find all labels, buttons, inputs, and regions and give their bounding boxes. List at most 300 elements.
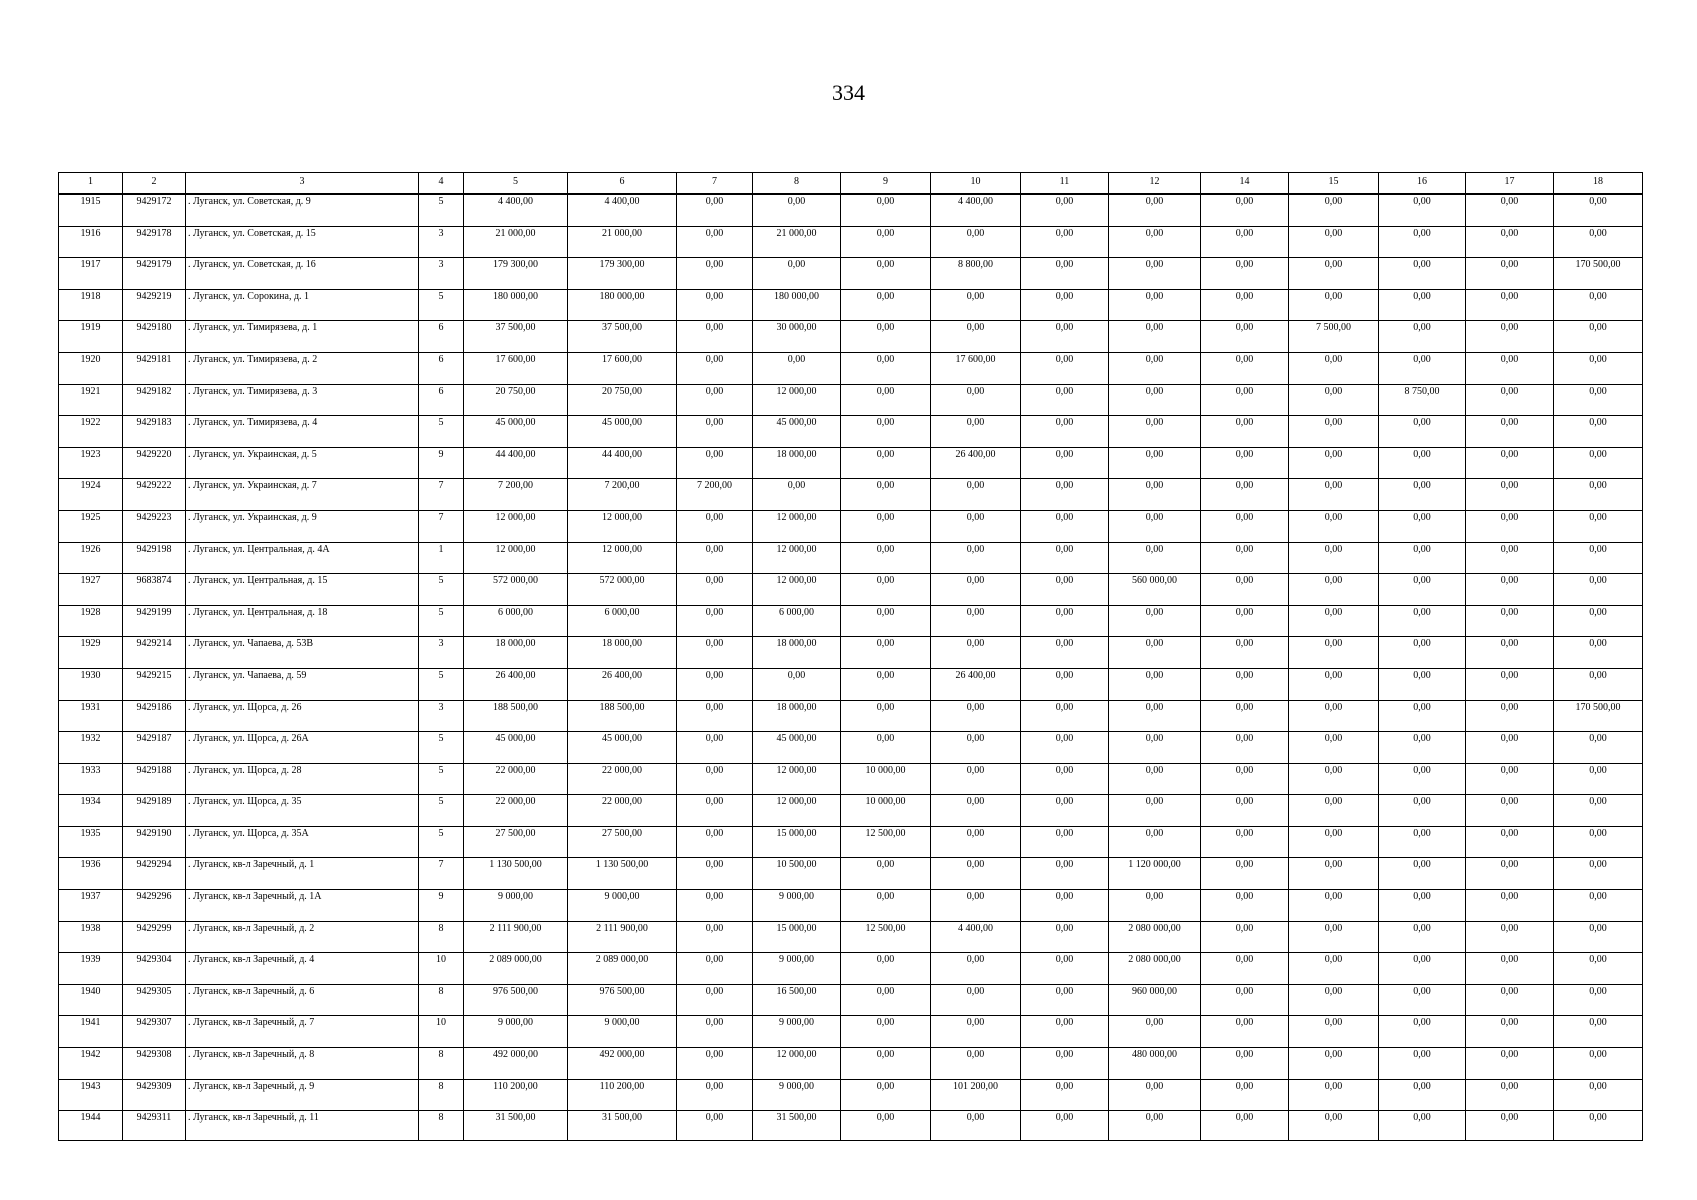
table-cell: 0,00 bbox=[1289, 289, 1379, 321]
table-cell: 0,00 bbox=[677, 858, 753, 890]
table-cell: 976 500,00 bbox=[568, 984, 677, 1016]
address-cell: . Луганск, ул. Щорса, д. 35 bbox=[186, 795, 419, 827]
table-cell: 0,00 bbox=[1554, 1016, 1643, 1048]
table-cell: 0,00 bbox=[931, 510, 1021, 542]
table-cell: 21 000,00 bbox=[464, 226, 568, 258]
table-cell: 0,00 bbox=[1109, 384, 1201, 416]
table-cell: 976 500,00 bbox=[464, 984, 568, 1016]
table-row bbox=[59, 953, 1643, 985]
table-cell: 960 000,00 bbox=[1109, 984, 1201, 1016]
table-cell: 9429307 bbox=[123, 1016, 186, 1048]
table-cell: 0,00 bbox=[1289, 637, 1379, 669]
column-header: 12 bbox=[1109, 173, 1201, 195]
table-cell: 0,00 bbox=[677, 352, 753, 384]
table-cell: 179 300,00 bbox=[464, 258, 568, 290]
table-row bbox=[59, 384, 1643, 416]
table-cell: 0,00 bbox=[1554, 352, 1643, 384]
table-row bbox=[59, 447, 1643, 479]
table-cell: 0,00 bbox=[931, 605, 1021, 637]
table-cell: 0,00 bbox=[1201, 416, 1289, 448]
table-cell: 0,00 bbox=[931, 321, 1021, 353]
table-cell: 9429182 bbox=[123, 384, 186, 416]
address-cell: . Луганск, ул. Тимирязева, д. 4 bbox=[186, 416, 419, 448]
table-cell: 0,00 bbox=[1466, 732, 1554, 764]
table-cell: 0,00 bbox=[1201, 574, 1289, 606]
table-cell: 15 000,00 bbox=[753, 826, 841, 858]
table-cell: 0,00 bbox=[1021, 763, 1109, 795]
table-cell: 0,00 bbox=[1554, 1111, 1643, 1141]
table-cell: 5 bbox=[419, 194, 464, 226]
address-cell: . Луганск, ул. Центральная, д. 18 bbox=[186, 605, 419, 637]
table-cell: 0,00 bbox=[1201, 321, 1289, 353]
header-row bbox=[59, 173, 1643, 195]
table-cell: 0,00 bbox=[1201, 1016, 1289, 1048]
table-cell: 9429215 bbox=[123, 668, 186, 700]
table-cell: 0,00 bbox=[1466, 1048, 1554, 1080]
table-cell: 0,00 bbox=[1379, 321, 1466, 353]
table-cell: 0,00 bbox=[1201, 1111, 1289, 1141]
table-cell: 0,00 bbox=[1021, 1079, 1109, 1111]
table-cell: 0,00 bbox=[677, 1016, 753, 1048]
table-cell: 0,00 bbox=[841, 605, 931, 637]
table-row bbox=[59, 258, 1643, 290]
table-cell: 0,00 bbox=[841, 1016, 931, 1048]
table-cell: 560 000,00 bbox=[1109, 574, 1201, 606]
table-cell: 0,00 bbox=[677, 953, 753, 985]
table-cell: 1925 bbox=[59, 510, 123, 542]
table-cell: 1944 bbox=[59, 1111, 123, 1141]
table-cell: 0,00 bbox=[1379, 732, 1466, 764]
table-cell: 12 000,00 bbox=[753, 574, 841, 606]
table-cell: 0,00 bbox=[931, 289, 1021, 321]
table-cell: 0,00 bbox=[1021, 258, 1109, 290]
table-cell: 0,00 bbox=[931, 542, 1021, 574]
table-cell: 0,00 bbox=[1466, 574, 1554, 606]
table-cell: 0,00 bbox=[1554, 479, 1643, 511]
table-cell: 18 000,00 bbox=[753, 637, 841, 669]
table-cell: 0,00 bbox=[1466, 352, 1554, 384]
table-cell: 1 130 500,00 bbox=[568, 858, 677, 890]
table-cell: 0,00 bbox=[1379, 763, 1466, 795]
table-cell: 0,00 bbox=[1466, 921, 1554, 953]
table-cell: 9 000,00 bbox=[753, 953, 841, 985]
table-cell: 2 111 900,00 bbox=[568, 921, 677, 953]
table-cell: 0,00 bbox=[1021, 384, 1109, 416]
table-row bbox=[59, 289, 1643, 321]
table-cell: 0,00 bbox=[1466, 479, 1554, 511]
table-cell: 0,00 bbox=[677, 447, 753, 479]
table-cell: 12 000,00 bbox=[464, 510, 568, 542]
table-cell: 0,00 bbox=[1289, 763, 1379, 795]
table-cell: 18 000,00 bbox=[753, 447, 841, 479]
table-cell: 18 000,00 bbox=[464, 637, 568, 669]
table-cell: 9429299 bbox=[123, 921, 186, 953]
table-cell: 0,00 bbox=[1466, 384, 1554, 416]
table-cell: 0,00 bbox=[1379, 826, 1466, 858]
table-cell: 17 600,00 bbox=[464, 352, 568, 384]
table-cell: 0,00 bbox=[753, 258, 841, 290]
table-cell: 7 200,00 bbox=[464, 479, 568, 511]
table-cell: 0,00 bbox=[1379, 574, 1466, 606]
table-cell: 0,00 bbox=[1554, 984, 1643, 1016]
table-cell: 1916 bbox=[59, 226, 123, 258]
table-cell: 0,00 bbox=[1201, 732, 1289, 764]
table-cell: 0,00 bbox=[753, 479, 841, 511]
table-cell: 3 bbox=[419, 226, 464, 258]
table-cell: 0,00 bbox=[677, 826, 753, 858]
table-cell: 7 200,00 bbox=[568, 479, 677, 511]
table-cell: 0,00 bbox=[1289, 921, 1379, 953]
table-cell: 1923 bbox=[59, 447, 123, 479]
table-cell: 10 500,00 bbox=[753, 858, 841, 890]
table-cell: 0,00 bbox=[1289, 479, 1379, 511]
address-cell: . Луганск, ул. Центральная, д. 4А bbox=[186, 542, 419, 574]
table-cell: 7 bbox=[419, 479, 464, 511]
table-cell: 1 bbox=[419, 542, 464, 574]
table-cell: 0,00 bbox=[1201, 921, 1289, 953]
table-cell: 0,00 bbox=[1466, 700, 1554, 732]
table-cell: 0,00 bbox=[1201, 194, 1289, 226]
table-cell: 0,00 bbox=[1109, 826, 1201, 858]
table-cell: 0,00 bbox=[1554, 605, 1643, 637]
table-cell: 0,00 bbox=[1289, 858, 1379, 890]
table-cell: 0,00 bbox=[841, 510, 931, 542]
table-row bbox=[59, 763, 1643, 795]
table-cell: 0,00 bbox=[1109, 416, 1201, 448]
table-cell: 0,00 bbox=[1554, 289, 1643, 321]
table-cell: 1926 bbox=[59, 542, 123, 574]
table-cell: 0,00 bbox=[1021, 984, 1109, 1016]
table-cell: 0,00 bbox=[1466, 795, 1554, 827]
table-cell: 0,00 bbox=[1554, 384, 1643, 416]
table-cell: 26 400,00 bbox=[931, 668, 1021, 700]
address-cell: . Луганск, ул. Чапаева, д. 59 bbox=[186, 668, 419, 700]
table-cell: 0,00 bbox=[931, 858, 1021, 890]
table-cell: 45 000,00 bbox=[464, 416, 568, 448]
table-cell: 0,00 bbox=[1379, 226, 1466, 258]
table-cell: 5 bbox=[419, 732, 464, 764]
table-cell: 0,00 bbox=[1554, 637, 1643, 669]
column-header: 3 bbox=[186, 173, 419, 195]
table-cell: 9429188 bbox=[123, 763, 186, 795]
table-cell: 572 000,00 bbox=[464, 574, 568, 606]
table-cell: 0,00 bbox=[1021, 510, 1109, 542]
table-cell: 0,00 bbox=[1109, 1016, 1201, 1048]
table-cell: 44 400,00 bbox=[568, 447, 677, 479]
table-cell: 31 500,00 bbox=[464, 1111, 568, 1141]
table-cell: 0,00 bbox=[841, 479, 931, 511]
table-cell: 0,00 bbox=[1201, 258, 1289, 290]
table-cell: 1934 bbox=[59, 795, 123, 827]
table-cell: 0,00 bbox=[1109, 194, 1201, 226]
table-cell: 6 000,00 bbox=[753, 605, 841, 637]
address-cell: . Луганск, ул. Щорса, д. 28 bbox=[186, 763, 419, 795]
column-header: 14 bbox=[1201, 173, 1289, 195]
table-cell: 0,00 bbox=[931, 763, 1021, 795]
address-cell: . Луганск, кв-л Заречный, д. 9 bbox=[186, 1079, 419, 1111]
table-cell: 0,00 bbox=[841, 1111, 931, 1141]
table-cell: 8 bbox=[419, 1048, 464, 1080]
table-row bbox=[59, 574, 1643, 606]
table-cell: 1932 bbox=[59, 732, 123, 764]
address-cell: . Луганск, кв-л Заречный, д. 1А bbox=[186, 890, 419, 922]
table-cell: 0,00 bbox=[1379, 542, 1466, 574]
table-row bbox=[59, 984, 1643, 1016]
table-cell: 0,00 bbox=[1109, 258, 1201, 290]
address-cell: . Луганск, ул. Советская, д. 15 bbox=[186, 226, 419, 258]
table-cell: 15 000,00 bbox=[753, 921, 841, 953]
table-cell: 5 bbox=[419, 763, 464, 795]
table-cell: 0,00 bbox=[1021, 194, 1109, 226]
table-cell: 4 400,00 bbox=[931, 194, 1021, 226]
table-cell: 101 200,00 bbox=[931, 1079, 1021, 1111]
table-cell: 10 000,00 bbox=[841, 795, 931, 827]
table-cell: 0,00 bbox=[677, 258, 753, 290]
table-cell: 12 000,00 bbox=[568, 510, 677, 542]
table-cell: 1938 bbox=[59, 921, 123, 953]
table-cell: 9429294 bbox=[123, 858, 186, 890]
table-cell: 0,00 bbox=[1289, 732, 1379, 764]
column-header: 4 bbox=[419, 173, 464, 195]
table-cell: 0,00 bbox=[1554, 542, 1643, 574]
table-cell: 0,00 bbox=[1289, 542, 1379, 574]
table-cell: 0,00 bbox=[677, 890, 753, 922]
table-cell: 0,00 bbox=[841, 574, 931, 606]
table-cell: 1930 bbox=[59, 668, 123, 700]
table-cell: 0,00 bbox=[1289, 384, 1379, 416]
table-row bbox=[59, 479, 1643, 511]
table-cell: 37 500,00 bbox=[568, 321, 677, 353]
table-cell: 0,00 bbox=[1021, 890, 1109, 922]
table-cell: 7 200,00 bbox=[677, 479, 753, 511]
table-row bbox=[59, 795, 1643, 827]
table-cell: 9 000,00 bbox=[464, 1016, 568, 1048]
table-cell: 26 400,00 bbox=[464, 668, 568, 700]
table-cell: 1924 bbox=[59, 479, 123, 511]
table-cell: 0,00 bbox=[1109, 226, 1201, 258]
table-cell: 1937 bbox=[59, 890, 123, 922]
table-cell: 0,00 bbox=[1289, 1111, 1379, 1141]
table-cell: 0,00 bbox=[677, 763, 753, 795]
table-cell: 0,00 bbox=[677, 416, 753, 448]
table-cell: 12 000,00 bbox=[753, 542, 841, 574]
table-cell: 0,00 bbox=[677, 1048, 753, 1080]
table-cell: 1920 bbox=[59, 352, 123, 384]
table-cell: 0,00 bbox=[841, 416, 931, 448]
table-cell: 0,00 bbox=[1379, 953, 1466, 985]
table-row bbox=[59, 510, 1643, 542]
table-cell: 26 400,00 bbox=[568, 668, 677, 700]
table-cell: 0,00 bbox=[1554, 921, 1643, 953]
column-header: 17 bbox=[1466, 173, 1554, 195]
table-cell: 0,00 bbox=[1554, 574, 1643, 606]
table-cell: 0,00 bbox=[1466, 542, 1554, 574]
table-cell: 0,00 bbox=[931, 953, 1021, 985]
table-cell: 8 750,00 bbox=[1379, 384, 1466, 416]
table-cell: 0,00 bbox=[677, 732, 753, 764]
table-cell: 2 080 000,00 bbox=[1109, 953, 1201, 985]
table-cell: 26 400,00 bbox=[931, 447, 1021, 479]
table-cell: 12 000,00 bbox=[753, 1048, 841, 1080]
table-cell: 0,00 bbox=[1021, 921, 1109, 953]
table-cell: 0,00 bbox=[1021, 858, 1109, 890]
address-cell: . Луганск, ул. Щорса, д. 35А bbox=[186, 826, 419, 858]
table-cell: 0,00 bbox=[677, 384, 753, 416]
table-body bbox=[59, 194, 1643, 1141]
table-cell: 0,00 bbox=[1289, 890, 1379, 922]
table-cell: 492 000,00 bbox=[568, 1048, 677, 1080]
table-cell: 0,00 bbox=[1201, 890, 1289, 922]
table-cell: 0,00 bbox=[677, 510, 753, 542]
table-cell: 0,00 bbox=[1466, 858, 1554, 890]
table-cell: 0,00 bbox=[931, 700, 1021, 732]
table-cell: 0,00 bbox=[1466, 258, 1554, 290]
address-cell: . Луганск, ул. Щорса, д. 26 bbox=[186, 700, 419, 732]
address-cell: . Луганск, ул. Сорокина, д. 1 bbox=[186, 289, 419, 321]
table-cell: 5 bbox=[419, 668, 464, 700]
table-cell: 0,00 bbox=[931, 479, 1021, 511]
table-cell: 4 400,00 bbox=[464, 194, 568, 226]
address-cell: . Луганск, кв-л Заречный, д. 2 bbox=[186, 921, 419, 953]
table-cell: 4 400,00 bbox=[568, 194, 677, 226]
table-cell: 0,00 bbox=[1554, 763, 1643, 795]
table-cell: 180 000,00 bbox=[753, 289, 841, 321]
table-cell: 0,00 bbox=[1289, 416, 1379, 448]
table-cell: 0,00 bbox=[753, 194, 841, 226]
table-cell: 0,00 bbox=[1466, 763, 1554, 795]
column-header: 8 bbox=[753, 173, 841, 195]
register-table bbox=[58, 172, 1643, 1141]
table-cell: 0,00 bbox=[1109, 763, 1201, 795]
table-cell: 7 bbox=[419, 510, 464, 542]
address-cell: . Луганск, кв-л Заречный, д. 7 bbox=[186, 1016, 419, 1048]
table-cell: 0,00 bbox=[1021, 542, 1109, 574]
table-cell: 0,00 bbox=[1379, 1111, 1466, 1141]
table-cell: 9 000,00 bbox=[568, 890, 677, 922]
table-cell: 0,00 bbox=[931, 384, 1021, 416]
table-cell: 1927 bbox=[59, 574, 123, 606]
address-cell: . Луганск, ул. Украинская, д. 5 bbox=[186, 447, 419, 479]
table-cell: 18 000,00 bbox=[753, 700, 841, 732]
table-cell: 0,00 bbox=[677, 226, 753, 258]
table-cell: 0,00 bbox=[841, 542, 931, 574]
table-cell: 3 bbox=[419, 700, 464, 732]
table-cell: 0,00 bbox=[1201, 763, 1289, 795]
table-cell: 9 000,00 bbox=[753, 1016, 841, 1048]
table-cell: 5 bbox=[419, 795, 464, 827]
table-cell: 5 bbox=[419, 289, 464, 321]
table-cell: 0,00 bbox=[1201, 637, 1289, 669]
table-cell: 0,00 bbox=[841, 858, 931, 890]
table-cell: 0,00 bbox=[1201, 479, 1289, 511]
table-cell: 45 000,00 bbox=[753, 416, 841, 448]
table-cell: 9429222 bbox=[123, 479, 186, 511]
table-cell: 0,00 bbox=[1201, 384, 1289, 416]
table-cell: 0,00 bbox=[1289, 1079, 1379, 1111]
table-cell: 0,00 bbox=[1201, 1048, 1289, 1080]
table-cell: 0,00 bbox=[1021, 700, 1109, 732]
table-cell: 6 bbox=[419, 321, 464, 353]
table-row bbox=[59, 542, 1643, 574]
table-cell: 3 bbox=[419, 258, 464, 290]
table-cell: 0,00 bbox=[841, 890, 931, 922]
table-cell: 188 500,00 bbox=[464, 700, 568, 732]
table-cell: 9 000,00 bbox=[568, 1016, 677, 1048]
table-cell: 0,00 bbox=[931, 416, 1021, 448]
table-cell: 0,00 bbox=[1554, 795, 1643, 827]
table-cell: 0,00 bbox=[841, 953, 931, 985]
table-cell: 0,00 bbox=[1466, 1111, 1554, 1141]
table-cell: 8 bbox=[419, 1079, 464, 1111]
table-cell: 0,00 bbox=[1021, 795, 1109, 827]
table-cell: 0,00 bbox=[1379, 258, 1466, 290]
table-cell: 9 000,00 bbox=[753, 890, 841, 922]
table-cell: 0,00 bbox=[753, 668, 841, 700]
table-cell: 0,00 bbox=[1554, 321, 1643, 353]
column-header: 16 bbox=[1379, 173, 1466, 195]
table-cell: 0,00 bbox=[1109, 447, 1201, 479]
table-cell: 45 000,00 bbox=[568, 416, 677, 448]
table-cell: 7 bbox=[419, 858, 464, 890]
column-header: 11 bbox=[1021, 173, 1109, 195]
table-cell: 0,00 bbox=[1021, 953, 1109, 985]
table-cell: 9429190 bbox=[123, 826, 186, 858]
table-cell: 0,00 bbox=[677, 289, 753, 321]
table-cell: 0,00 bbox=[1379, 984, 1466, 1016]
table-cell: 27 500,00 bbox=[464, 826, 568, 858]
table-cell: 0,00 bbox=[1466, 226, 1554, 258]
table-cell: 0,00 bbox=[1466, 416, 1554, 448]
table-cell: 1931 bbox=[59, 700, 123, 732]
table-cell: 0,00 bbox=[1201, 352, 1289, 384]
table-row bbox=[59, 1016, 1643, 1048]
table-cell: 6 000,00 bbox=[464, 605, 568, 637]
table-cell: 12 000,00 bbox=[753, 795, 841, 827]
table-cell: 1943 bbox=[59, 1079, 123, 1111]
table-cell: 0,00 bbox=[677, 795, 753, 827]
table-cell: 9429181 bbox=[123, 352, 186, 384]
table-cell: 0,00 bbox=[1379, 1016, 1466, 1048]
table-cell: 22 000,00 bbox=[464, 763, 568, 795]
table-cell: 0,00 bbox=[677, 668, 753, 700]
table-cell: 9429180 bbox=[123, 321, 186, 353]
table-cell: 0,00 bbox=[1379, 194, 1466, 226]
table-cell: 1929 bbox=[59, 637, 123, 669]
table-cell: 0,00 bbox=[1466, 953, 1554, 985]
table-cell: 5 bbox=[419, 605, 464, 637]
table-row bbox=[59, 732, 1643, 764]
table-row bbox=[59, 921, 1643, 953]
table-cell: 0,00 bbox=[1201, 226, 1289, 258]
table-cell: 0,00 bbox=[931, 574, 1021, 606]
table-cell: 0,00 bbox=[1554, 890, 1643, 922]
table-cell: 0,00 bbox=[1201, 858, 1289, 890]
table-cell: 0,00 bbox=[1289, 447, 1379, 479]
table-cell: 110 200,00 bbox=[568, 1079, 677, 1111]
table-cell: 5 bbox=[419, 416, 464, 448]
table-cell: 0,00 bbox=[841, 668, 931, 700]
table-cell: 31 500,00 bbox=[568, 1111, 677, 1141]
table-cell: 480 000,00 bbox=[1109, 1048, 1201, 1080]
table-cell: 2 089 000,00 bbox=[568, 953, 677, 985]
table-cell: 0,00 bbox=[1289, 605, 1379, 637]
table-cell: 0,00 bbox=[1201, 984, 1289, 1016]
table-cell: 0,00 bbox=[1109, 352, 1201, 384]
table-cell: 0,00 bbox=[1466, 289, 1554, 321]
table-cell: 170 500,00 bbox=[1554, 258, 1643, 290]
table-cell: 9429178 bbox=[123, 226, 186, 258]
table-cell: 0,00 bbox=[1379, 858, 1466, 890]
